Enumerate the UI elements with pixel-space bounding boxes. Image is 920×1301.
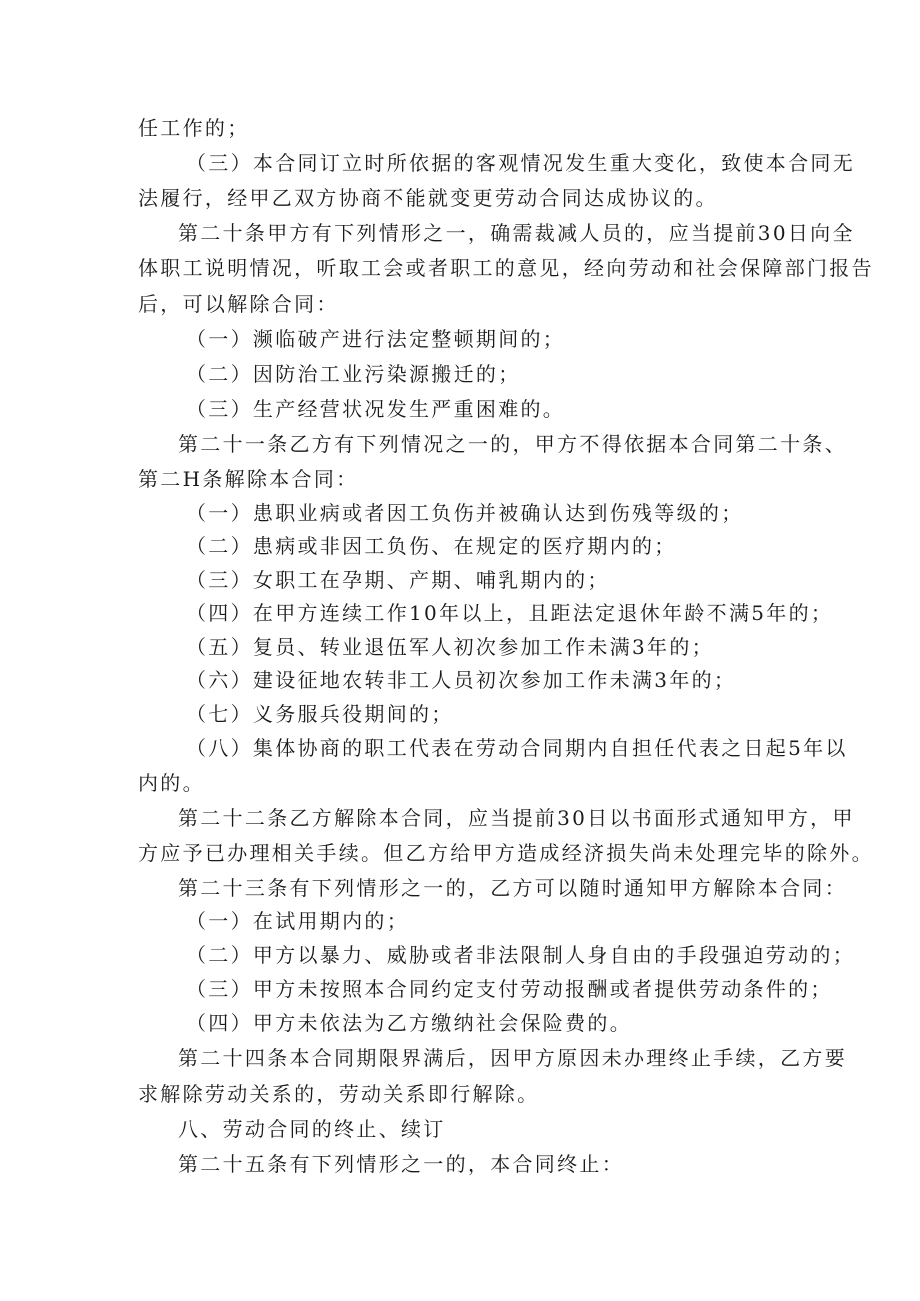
paragraph-line: 后，可以解除合同：: [138, 292, 339, 316]
paragraph-line: 第二十四条本合同期限界满后，因甲方原因未办理终止手续，乙方要: [178, 1046, 847, 1070]
paragraph-line: 内的。: [138, 771, 205, 795]
paragraph-line: （二）甲方以暴力、威胁或者非法限制人身自由的手段强迫劳动的；: [186, 943, 855, 967]
paragraph-line: （四）甲方未依法为乙方缴纳社会保险费的。: [186, 1011, 632, 1035]
paragraph-line: （六）建设征地农转非工人员初次参加工作未满3年的；: [186, 668, 737, 692]
paragraph-line: （三）甲方未按照本合同约定支付劳动报酬或者提供劳动条件的；: [186, 977, 833, 1001]
paragraph-line: （一）在试用期内的；: [186, 909, 409, 933]
paragraph-line: 第二十条甲方有下列情形之一，确需裁减人员的，应当提前30日向全: [178, 221, 855, 245]
paragraph-line: （五）复员、转业退伍军人初次参加工作未满3年的；: [186, 635, 714, 659]
paragraph-line: （八）集体协商的职工代表在劳动合同期内自担任代表之日起5年以: [186, 736, 848, 760]
paragraph-line: 体职工说明情况，听取工会或者职工的意见，经向劳动和社会保障部门报告: [138, 256, 874, 280]
paragraph-line: （一）濒临破产进行法定整顿期间的；: [186, 327, 566, 351]
paragraph-line: （三）本合同订立时所依据的客观情况发生重大变化，致使本合同无: [186, 151, 855, 175]
paragraph-line: （三）生产经营状况发生严重困难的。: [186, 397, 566, 421]
paragraph-line: 第二十二条乙方解除本合同，应当提前30日以书面形式通知甲方，甲: [178, 806, 855, 830]
paragraph-line: （四）在甲方连续工作10年以上，且距法定退休年龄不满5年的；: [186, 601, 834, 625]
paragraph-line: （二）因防治工业污染源搬迁的；: [186, 362, 521, 386]
paragraph-line: （三）女职工在孕期、产期、哺乳期内的；: [186, 568, 610, 592]
paragraph-line: 求解除劳动关系的，劳动关系即行解除。: [138, 1082, 540, 1106]
section-heading: 八、劳动合同的终止、续订: [178, 1117, 446, 1141]
paragraph-line: 法履行，经甲乙双方协商不能就变更劳动合同达成协议的。: [138, 186, 718, 210]
paragraph-line: （七）义务服兵役期间的；: [186, 702, 454, 726]
paragraph-line: 第二H条解除本合同：: [138, 467, 359, 491]
paragraph-line: （二）患病或非因工负伤、在规定的医疗期内的；: [186, 534, 677, 558]
paragraph-line: 第二十三条有下列情形之一的，乙方可以随时通知甲方解除本合同：: [178, 876, 847, 900]
paragraph-line: 第二十一条乙方有下列情况之一的，甲方不得依据本合同第二十条、: [178, 432, 847, 456]
paragraph-line: （一）患职业病或者因工负伤并被确认达到伤残等级的；: [186, 501, 744, 525]
paragraph-line: 第二十五条有下列情形之一的，本合同终止：: [178, 1152, 624, 1176]
paragraph-line: 任工作的；: [138, 116, 250, 140]
paragraph-line: 方应予已办理相关手续。但乙方给甲方造成经济损失尚未处理完毕的除外。: [138, 841, 874, 865]
